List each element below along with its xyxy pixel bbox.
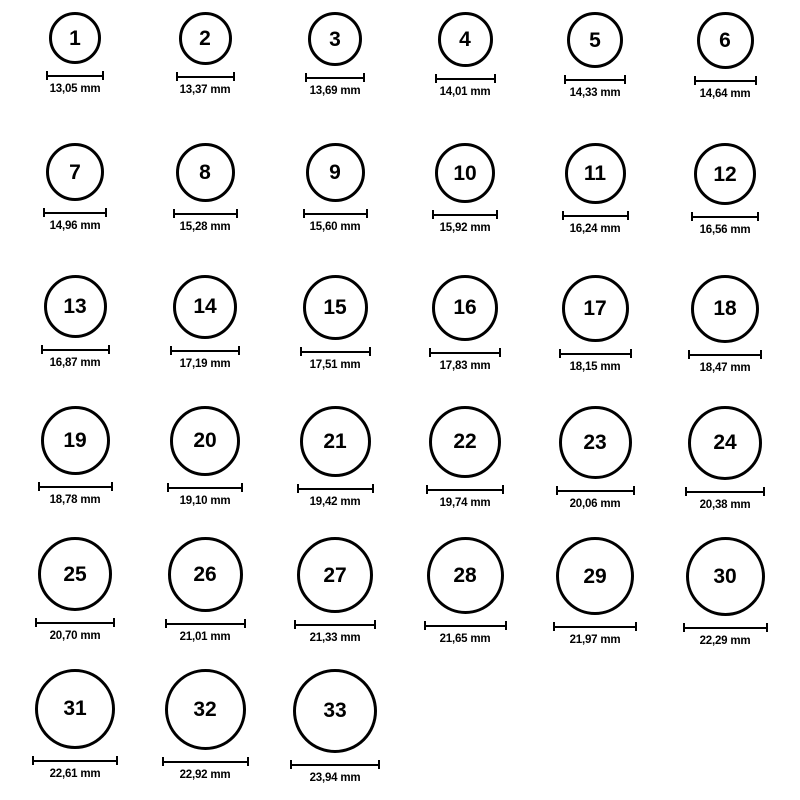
caliper-tick-right	[244, 619, 246, 628]
caliper-tick-left	[290, 760, 292, 769]
ring-diameter-label: 16,87 mm	[49, 356, 101, 369]
caliper-tick-right	[499, 348, 501, 357]
ring-circle	[165, 669, 246, 750]
ring-size-number: 22	[453, 430, 477, 454]
ring-measure	[688, 350, 762, 374]
ring-circle	[300, 406, 371, 477]
ring-diameter-label: 18,15 mm	[569, 360, 621, 373]
caliper-tick-left	[303, 209, 305, 218]
ring-diameter-label: 20,06 mm	[569, 497, 621, 510]
ring-size-number: 29	[583, 564, 607, 588]
caliper-icon	[290, 760, 380, 769]
caliper-icon	[32, 756, 118, 765]
caliper-tick-left	[688, 350, 690, 359]
caliper-bar	[297, 488, 374, 490]
ring-diameter-label: 22,29 mm	[699, 635, 751, 648]
caliper-bar	[303, 213, 368, 215]
caliper-tick-right	[494, 74, 496, 83]
ring-diameter-label: 15,92 mm	[439, 222, 491, 235]
ring-diameter-label: 17,51 mm	[309, 358, 361, 371]
ring-diameter-label: 21,33 mm	[309, 632, 361, 645]
ring-size-cell	[530, 269, 660, 400]
caliper-bar	[683, 627, 768, 629]
ring-size-cell	[660, 6, 790, 137]
caliper-bar	[170, 350, 240, 352]
caliper-tick-right	[502, 485, 504, 494]
caliper-bar	[562, 215, 629, 217]
caliper-icon	[683, 623, 768, 632]
caliper-bar	[305, 77, 365, 79]
ring-circle	[46, 143, 104, 201]
caliper-bar	[432, 214, 498, 216]
ring-size-cell	[10, 6, 140, 137]
caliper-tick-left	[165, 619, 167, 628]
caliper-icon	[553, 622, 637, 631]
caliper-icon	[305, 73, 365, 82]
caliper-tick-right	[760, 350, 762, 359]
ring-size-cell	[270, 137, 400, 268]
ring-circle	[168, 537, 243, 612]
caliper-tick-left	[170, 346, 172, 355]
ring-measure	[564, 75, 626, 99]
ring-diameter-label: 23,94 mm	[309, 771, 361, 784]
caliper-icon	[162, 757, 249, 766]
caliper-bar	[38, 486, 113, 488]
ring-size-cell	[400, 6, 530, 137]
ring-diameter-label: 21,65 mm	[439, 633, 491, 646]
caliper-tick-left	[564, 75, 566, 84]
ring-measure	[43, 208, 107, 232]
ring-measure	[165, 619, 246, 643]
ring-circle	[691, 275, 759, 343]
caliper-tick-right	[496, 210, 498, 219]
ring-circle	[44, 275, 107, 338]
caliper-tick-left	[553, 622, 555, 631]
ring-measure	[426, 485, 504, 509]
ring-measure	[685, 487, 765, 511]
caliper-icon	[176, 72, 235, 81]
ring-size-cell	[270, 400, 400, 531]
ring-size-cell	[140, 531, 270, 662]
caliper-tick-right	[366, 209, 368, 218]
caliper-bar	[694, 80, 757, 82]
ring-diameter-label: 22,92 mm	[179, 768, 231, 781]
ring-size-cell	[400, 531, 530, 662]
caliper-icon	[170, 346, 240, 355]
ring-size-cell	[660, 137, 790, 268]
caliper-tick-left	[173, 209, 175, 218]
caliper-bar	[429, 352, 501, 354]
ring-circle	[297, 537, 373, 613]
ring-measure	[173, 209, 238, 233]
ring-diameter-label: 22,61 mm	[49, 767, 101, 780]
ring-measure	[303, 209, 368, 233]
caliper-icon	[426, 485, 504, 494]
caliper-tick-right	[763, 487, 765, 496]
caliper-tick-left	[176, 72, 178, 81]
ring-diameter-label: 19,42 mm	[309, 495, 361, 508]
caliper-tick-right	[624, 75, 626, 84]
caliper-bar	[165, 623, 246, 625]
caliper-tick-left	[562, 211, 564, 220]
ring-size-cell	[140, 663, 270, 794]
caliper-icon	[167, 483, 243, 492]
ring-size-cell	[660, 269, 790, 400]
ring-circle	[429, 406, 501, 478]
ring-size-number: 4	[459, 28, 471, 51]
caliper-tick-left	[683, 623, 685, 632]
ring-size-number: 31	[63, 697, 87, 721]
ring-circle	[567, 12, 623, 68]
caliper-icon	[294, 620, 376, 629]
caliper-bar	[167, 487, 243, 489]
ring-circle	[293, 669, 377, 753]
caliper-tick-right	[111, 482, 113, 491]
ring-size-number: 5	[589, 28, 601, 52]
ring-diameter-label: 14,33 mm	[569, 87, 621, 99]
caliper-bar	[32, 760, 118, 762]
caliper-icon	[559, 349, 632, 358]
ring-size-cell	[400, 400, 530, 531]
ring-size-cell	[270, 6, 400, 137]
ring-size-cell	[10, 269, 140, 400]
ring-diameter-label: 19,10 mm	[179, 494, 231, 507]
ring-size-cell	[270, 269, 400, 400]
caliper-bar	[176, 76, 235, 78]
ring-size-number: 25	[63, 562, 87, 586]
ring-circle	[427, 537, 504, 614]
caliper-icon	[694, 76, 757, 85]
caliper-tick-left	[432, 210, 434, 219]
caliper-tick-left	[46, 71, 48, 80]
caliper-icon	[300, 347, 371, 356]
caliper-tick-right	[233, 72, 235, 81]
caliper-bar	[294, 624, 376, 626]
caliper-tick-right	[116, 756, 118, 765]
ring-measure	[32, 756, 118, 780]
ring-diameter-label: 20,38 mm	[699, 498, 751, 511]
caliper-icon	[35, 618, 115, 627]
caliper-tick-left	[556, 486, 558, 495]
ring-size-number: 12	[713, 162, 737, 186]
ring-size-number: 10	[453, 161, 477, 185]
ring-size-cell	[140, 269, 270, 400]
ring-size-cell	[140, 400, 270, 531]
ring-size-number: 20	[193, 429, 217, 453]
ring-size-number: 19	[63, 428, 87, 452]
ring-circle	[49, 12, 101, 64]
caliper-tick-left	[685, 487, 687, 496]
ring-measure	[170, 346, 240, 370]
ring-circle	[170, 406, 240, 476]
caliper-tick-right	[105, 208, 107, 217]
ring-size-number: 17	[583, 296, 607, 320]
caliper-bar	[426, 489, 504, 491]
caliper-icon	[685, 487, 765, 496]
ring-diameter-label: 18,78 mm	[49, 493, 101, 506]
caliper-tick-left	[300, 347, 302, 356]
ring-size-cell	[140, 6, 270, 137]
caliper-bar	[553, 626, 637, 628]
caliper-tick-left	[424, 621, 426, 630]
ring-measure	[694, 76, 757, 100]
ring-size-cell	[10, 663, 140, 794]
caliper-tick-right	[113, 618, 115, 627]
ring-diameter-label: 14,01 mm	[439, 86, 491, 98]
caliper-tick-right	[108, 345, 110, 354]
ring-size-cell	[140, 137, 270, 268]
caliper-bar	[300, 351, 371, 353]
caliper-tick-left	[559, 349, 561, 358]
caliper-icon	[173, 209, 238, 218]
caliper-icon	[46, 71, 104, 80]
ring-diameter-label: 17,83 mm	[439, 359, 491, 372]
ring-size-number: 2	[199, 27, 211, 50]
ring-measure	[435, 74, 496, 98]
ring-diameter-label: 15,60 mm	[309, 221, 361, 234]
ring-diameter-label: 13,69 mm	[309, 85, 361, 97]
ring-measure	[553, 622, 637, 646]
caliper-bar	[435, 78, 496, 80]
ring-circle	[438, 12, 493, 67]
ring-measure	[300, 347, 371, 371]
caliper-tick-left	[694, 76, 696, 85]
ring-size-cell	[400, 137, 530, 268]
ring-circle	[306, 143, 365, 202]
caliper-tick-right	[363, 73, 365, 82]
caliper-bar	[290, 764, 380, 766]
ring-measure	[46, 71, 104, 95]
ring-size-cell	[10, 137, 140, 268]
ring-diameter-label: 21,97 mm	[569, 634, 621, 647]
caliper-tick-left	[305, 73, 307, 82]
ring-size-number: 28	[453, 564, 477, 588]
ring-size-number: 24	[713, 431, 737, 455]
ring-diameter-label: 19,74 mm	[439, 496, 491, 509]
caliper-tick-right	[755, 76, 757, 85]
caliper-tick-right	[241, 483, 243, 492]
ring-measure	[35, 618, 115, 642]
ring-circle	[176, 143, 235, 202]
caliper-icon	[165, 619, 246, 628]
caliper-icon	[303, 209, 368, 218]
ring-size-number: 33	[323, 699, 347, 723]
caliper-icon	[562, 211, 629, 220]
ring-size-number: 32	[193, 697, 217, 721]
ring-measure	[290, 760, 380, 784]
ring-measure	[294, 620, 376, 644]
caliper-bar	[559, 353, 632, 355]
ring-diameter-label: 18,47 mm	[699, 361, 751, 374]
ring-measure	[162, 757, 249, 781]
caliper-bar	[564, 79, 626, 81]
caliper-tick-right	[757, 212, 759, 221]
caliper-icon	[43, 208, 107, 217]
caliper-icon	[424, 621, 507, 630]
ring-measure	[559, 349, 632, 373]
ring-size-number: 14	[193, 295, 217, 319]
caliper-icon	[688, 350, 762, 359]
ring-circle	[556, 537, 634, 615]
caliper-tick-left	[426, 485, 428, 494]
caliper-icon	[429, 348, 501, 357]
caliper-bar	[424, 625, 507, 627]
caliper-tick-left	[167, 483, 169, 492]
ring-size-number: 11	[583, 162, 607, 186]
caliper-tick-left	[429, 348, 431, 357]
ring-measure	[429, 348, 501, 372]
ring-size-number: 15	[323, 295, 347, 319]
ring-measure	[297, 484, 374, 508]
ring-size-number: 16	[453, 296, 477, 320]
caliper-tick-right	[630, 349, 632, 358]
caliper-tick-right	[102, 71, 104, 80]
ring-diameter-label: 16,56 mm	[699, 224, 751, 237]
caliper-bar	[41, 349, 110, 351]
ring-diameter-label: 13,37 mm	[179, 84, 231, 96]
ring-circle	[35, 669, 115, 749]
caliper-icon	[691, 212, 759, 221]
caliper-tick-left	[691, 212, 693, 221]
ring-measure	[167, 483, 243, 507]
ring-size-number: 27	[323, 563, 347, 587]
caliper-tick-right	[247, 757, 249, 766]
caliper-bar	[35, 622, 115, 624]
ring-size-cell	[270, 531, 400, 662]
ring-size-number: 21	[323, 429, 347, 453]
caliper-icon	[432, 210, 498, 219]
ring-measure	[691, 212, 759, 236]
caliper-icon	[556, 486, 635, 495]
ring-measure	[176, 72, 235, 96]
ring-size-number: 6	[719, 29, 731, 52]
caliper-icon	[297, 484, 374, 493]
ring-size-cell	[660, 531, 790, 662]
caliper-bar	[691, 216, 759, 218]
ring-circle	[559, 406, 632, 479]
ring-circle	[308, 12, 362, 66]
ring-measure	[38, 482, 113, 506]
caliper-tick-left	[43, 208, 45, 217]
ring-size-number: 9	[329, 161, 341, 185]
ring-circle	[565, 143, 626, 204]
ring-circle	[562, 275, 629, 342]
caliper-tick-right	[505, 621, 507, 630]
caliper-tick-left	[35, 618, 37, 627]
caliper-tick-left	[435, 74, 437, 83]
ring-circle	[686, 537, 765, 616]
ring-size-cell	[530, 400, 660, 531]
ring-measure	[562, 211, 629, 235]
caliper-tick-left	[32, 756, 34, 765]
caliper-tick-right	[374, 620, 376, 629]
ring-diameter-label: 21,01 mm	[179, 631, 231, 644]
ring-circle	[694, 143, 756, 205]
ring-measure	[424, 621, 507, 645]
caliper-tick-left	[294, 620, 296, 629]
ring-size-cell	[530, 531, 660, 662]
caliper-icon	[564, 75, 626, 84]
caliper-tick-right	[635, 622, 637, 631]
ring-circle	[41, 406, 110, 475]
ring-size-cell	[10, 531, 140, 662]
ring-size-cell	[530, 137, 660, 268]
ring-circle	[432, 275, 498, 341]
ring-size-cell	[400, 269, 530, 400]
ring-diameter-label: 14,96 mm	[49, 220, 101, 233]
ring-size-cell	[10, 400, 140, 531]
caliper-bar	[46, 75, 104, 77]
ring-measure	[41, 345, 110, 369]
caliper-tick-left	[297, 484, 299, 493]
ring-measure	[305, 73, 365, 97]
ring-diameter-label: 20,70 mm	[49, 630, 101, 643]
caliper-tick-right	[372, 484, 374, 493]
caliper-tick-right	[238, 346, 240, 355]
caliper-tick-right	[627, 211, 629, 220]
caliper-bar	[685, 491, 765, 493]
ring-diameter-label: 16,24 mm	[569, 223, 621, 236]
ring-diameter-label: 13,05 mm	[49, 83, 101, 95]
ring-circle	[179, 12, 232, 65]
ring-size-cell	[530, 6, 660, 137]
ring-size-number: 23	[583, 430, 607, 454]
ring-circle	[688, 406, 762, 480]
caliper-bar	[556, 490, 635, 492]
caliper-tick-right	[378, 760, 380, 769]
ring-circle	[435, 143, 495, 203]
ring-size-number: 30	[713, 565, 737, 589]
ring-size-number: 26	[193, 563, 217, 587]
caliper-icon	[41, 345, 110, 354]
ring-size-cell	[660, 400, 790, 531]
ring-size-number: 13	[63, 294, 87, 318]
ring-size-number: 7	[69, 160, 81, 184]
ring-size-number: 8	[199, 161, 211, 185]
ring-measure	[683, 623, 768, 647]
ring-circle	[303, 275, 368, 340]
ring-size-cell	[270, 663, 400, 794]
ring-diameter-label: 15,28 mm	[179, 221, 231, 234]
caliper-tick-right	[766, 623, 768, 632]
caliper-bar	[173, 213, 238, 215]
caliper-tick-left	[162, 757, 164, 766]
caliper-bar	[162, 761, 249, 763]
caliper-tick-right	[633, 486, 635, 495]
caliper-icon	[435, 74, 496, 83]
caliper-tick-right	[236, 209, 238, 218]
ring-diameter-label: 17,19 mm	[179, 357, 231, 370]
ring-measure	[556, 486, 635, 510]
ring-size-number: 18	[713, 297, 737, 321]
ring-measure	[432, 210, 498, 234]
caliper-bar	[43, 212, 107, 214]
caliper-tick-right	[369, 347, 371, 356]
ring-circle	[38, 537, 112, 611]
caliper-icon	[38, 482, 113, 491]
ring-circle	[173, 275, 237, 339]
caliper-tick-left	[41, 345, 43, 354]
ring-size-number: 1	[69, 26, 81, 50]
caliper-bar	[688, 354, 762, 356]
caliper-tick-left	[38, 482, 40, 491]
ring-diameter-label: 14,64 mm	[699, 88, 751, 100]
ring-size-number: 3	[329, 27, 341, 51]
ring-circle	[697, 12, 754, 69]
